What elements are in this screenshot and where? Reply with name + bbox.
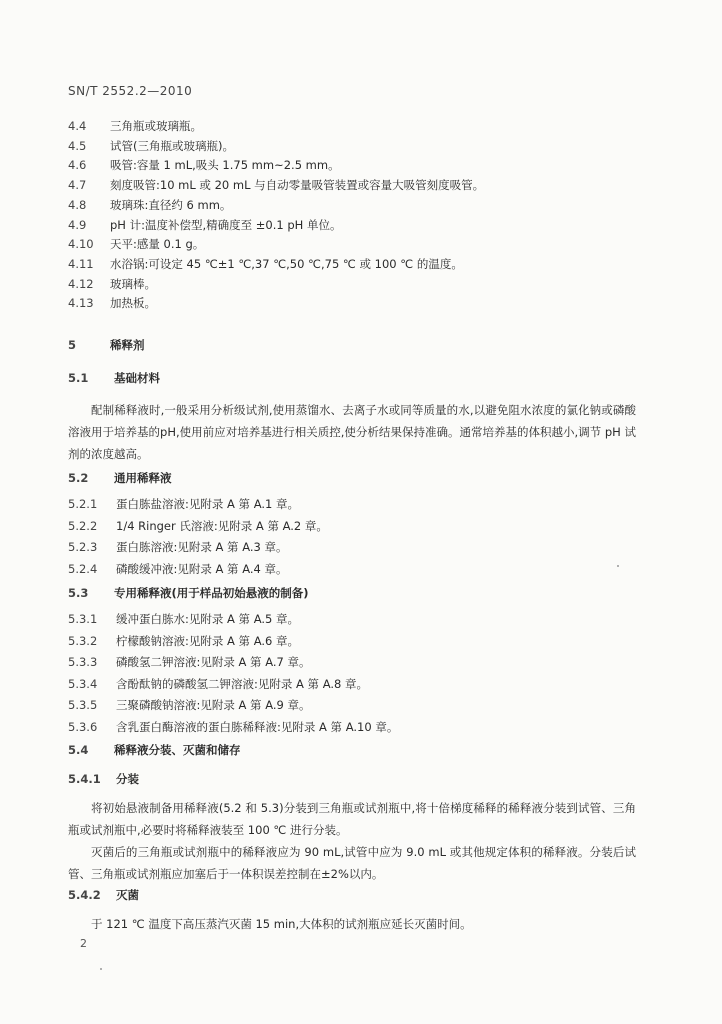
scan-speck	[617, 565, 619, 567]
item-number: 4.13	[68, 296, 94, 311]
section-5-4-heading	[68, 742, 662, 758]
section-5-4-2-heading	[68, 887, 662, 903]
item-text: 天平:感量 0.1 g。	[110, 237, 205, 252]
section-5-heading	[68, 337, 662, 353]
item-text: 磷酸氢二钾溶液:见附录 A 第 A.7 章。	[116, 655, 311, 669]
section-5-4-2-paragraph: 于 121 ℃ 温度下高压蒸汽灭菌 15 min,大体积的试剂瓶应延长灭菌时间。	[91, 917, 472, 931]
list-item	[68, 611, 662, 627]
item-text: 吸管:容量 1 mL,吸头 1.75 mm~2.5 mm。	[110, 158, 340, 173]
list-item	[68, 561, 662, 577]
section-number: 5.4.2	[68, 888, 101, 902]
section-title: 通用稀释液	[114, 471, 172, 485]
section-5-4-1-paragraph-1: 将初始悬液制备用稀释液(5.2 和 5.3)分装到三角瓶或试剂瓶中,将十倍梯度稀释的稀释液分装到试管、三角瓶或试剂瓶中,必要时将稀释液装至 100 ℃ 进行分装。	[68, 801, 636, 837]
item-text: pH 计:温度补偿型,精确度至 ±0.1 pH 单位。	[110, 217, 342, 232]
list-item	[68, 276, 662, 292]
section-5-4-1-heading	[68, 771, 662, 787]
item-text: 三角瓶或玻璃瓶。	[110, 119, 202, 133]
section-title: 基础材料	[114, 371, 160, 385]
list-item	[68, 197, 662, 213]
section-title: 灭菌	[116, 888, 139, 902]
item-number: 5.3.2	[68, 633, 98, 648]
section-title: 稀释液分装、灭菌和储存	[114, 743, 241, 757]
item-text: 蛋白胨溶液:见附录 A 第 A.3 章。	[116, 540, 288, 554]
item-number: 4.9	[68, 217, 87, 232]
item-number: 5.3.3	[68, 655, 98, 669]
section-number: 5.4.1	[68, 772, 101, 786]
item-text: 含酚酞钠的磷酸氢二钾溶液:见附录 A 第 A.8 章。	[116, 676, 368, 691]
list-item	[68, 539, 662, 555]
section-title: 专用稀释液(用于样品初始悬液的制备)	[114, 586, 309, 600]
item-number: 4.11	[68, 256, 94, 271]
item-number: 5.3.5	[68, 698, 98, 712]
item-text: 玻璃棒。	[110, 276, 156, 291]
section-5-1-heading	[68, 370, 662, 386]
item-number: 5.2.4	[68, 561, 98, 576]
section-number: 5.2	[68, 471, 89, 485]
item-text: 试管(三角瓶或玻璃瓶)。	[110, 138, 234, 153]
page-number: 2	[80, 937, 87, 950]
item-number: 5.3.1	[68, 612, 98, 626]
item-number: 4.12	[68, 276, 94, 291]
item-text: 三聚磷酸钠溶液:见附录 A 第 A.9 章。	[116, 698, 311, 712]
item-text: 缓冲蛋白胨水:见附录 A 第 A.5 章。	[116, 612, 299, 626]
list-item	[68, 217, 662, 233]
item-text: 含乳蛋白酶溶液的蛋白胨稀释液:见附录 A 第 A.10 章。	[116, 719, 399, 734]
section-number: 5.1	[68, 371, 89, 385]
item-text: 加热板。	[110, 296, 156, 311]
item-number: 5.3.4	[68, 676, 98, 691]
item-number: 4.7	[68, 178, 87, 193]
section-number: 5.4	[68, 743, 89, 757]
item-number: 4.5	[68, 138, 87, 153]
item-number: 4.10	[68, 237, 94, 252]
section-5-3-heading	[68, 585, 662, 601]
section-title: 稀释剂	[110, 338, 145, 352]
document-code: SN/T 2552.2—2010	[68, 84, 193, 98]
item-text: 柠檬酸钠溶液:见附录 A 第 A.6 章。	[116, 633, 299, 648]
item-number: 4.4	[68, 119, 87, 133]
section-5-2-heading	[68, 470, 662, 486]
list-item	[68, 719, 662, 735]
list-item	[68, 496, 662, 512]
list-item	[68, 518, 662, 534]
list-item	[68, 118, 662, 134]
item-number: 5.2.2	[68, 518, 98, 533]
item-text: 刻度吸管:10 mL 或 20 mL 与自动零量吸管装置或容量大吸管刻度吸管。	[110, 178, 485, 193]
item-number: 5.2.1	[68, 497, 98, 511]
item-text: 水浴锅:可设定 45 ℃±1 ℃,37 ℃,50 ℃,75 ℃ 或 100 ℃ 的温度。	[110, 256, 463, 271]
item-number: 5.3.6	[68, 719, 98, 734]
section-title: 分装	[116, 772, 139, 786]
list-item	[68, 236, 662, 252]
item-number: 4.8	[68, 197, 87, 212]
section-number: 5.3	[68, 586, 89, 600]
section-5-4-1-paragraph-2: 灭菌后的三角瓶或试剂瓶中的稀释液应为 90 mL,试管中应为 9.0 mL 或其他规定体积的稀释液。分装后试管、三角瓶或试剂瓶应加塞后于一体积误差控制在±2%以内。	[68, 845, 636, 881]
item-number: 5.2.3	[68, 540, 98, 554]
item-text: 1/4 Ringer 氏溶液:见附录 A 第 A.2 章。	[116, 518, 328, 533]
item-text: 蛋白胨盐溶液:见附录 A 第 A.1 章。	[116, 497, 299, 511]
section-number: 5	[68, 338, 77, 352]
list-item	[68, 138, 662, 154]
list-item	[68, 157, 662, 173]
list-item	[68, 177, 662, 193]
scan-speck	[100, 968, 102, 970]
item-text: 磷酸缓冲液:见附录 A 第 A.4 章。	[116, 561, 288, 576]
item-number: 4.6	[68, 158, 87, 173]
section-5-1-paragraph: 配制稀释液时,一般采用分析级试剂,使用蒸馏水、去离子水或同等质量的水,以避免阻水浓度的氯化钠或磷酸溶液用于培养基的pH,使用前应对培养基进行相关质控,使分析结果保持准确。通常培养基的体积越小,调节 pH 试剂的浓度越高。	[68, 403, 636, 461]
item-text: 玻璃珠:直径约 6 mm。	[110, 197, 232, 212]
list-item	[68, 676, 662, 692]
list-item	[68, 697, 662, 713]
list-item	[68, 256, 662, 272]
list-item	[68, 295, 662, 311]
list-item	[68, 654, 662, 670]
list-item	[68, 633, 662, 649]
